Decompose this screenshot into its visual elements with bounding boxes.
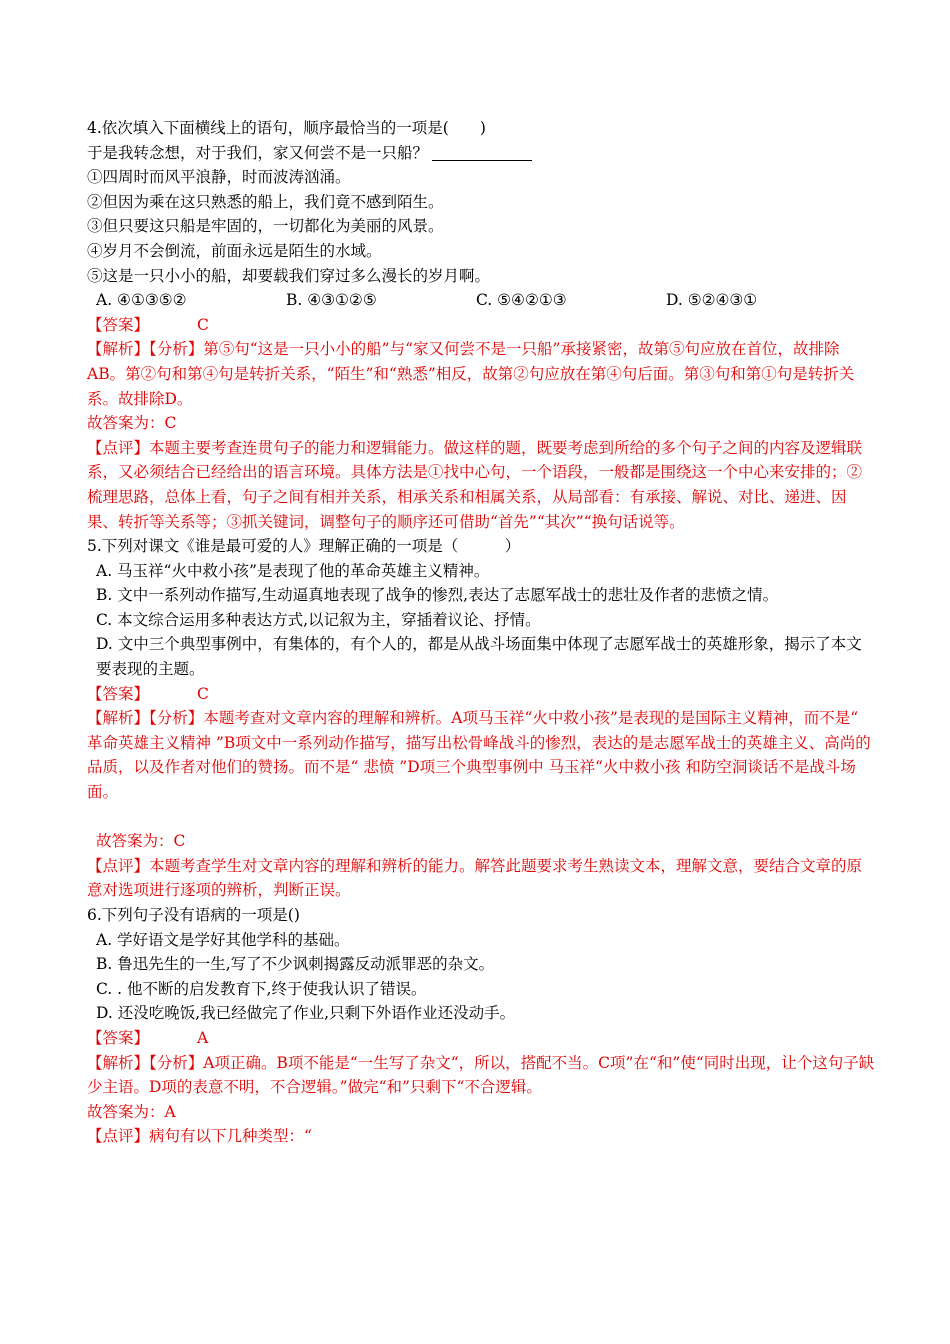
question-5-stem: 5.下列对课文《谁是最可爱的人》理解正确的一项是（ ）: [87, 537, 521, 556]
option-c: C. . 他不断的启发教育下,终于使我认识了错误。: [96, 979, 427, 998]
question-5-answer: [87, 682, 877, 707]
question-6-answer: [87, 1026, 877, 1051]
option-c: C. 本文综合运用多种表达方式,以记叙为主，穿插着议论、抒情。: [96, 610, 541, 629]
question-5-conclusion: 故答案为：C: [96, 832, 186, 851]
document-content: [87, 116, 877, 1149]
option-b: B. 文中一系列动作描写,生动逼真地表现了战争的惨烈,表达了志愿军战士的悲壮及作者的悲愤之情。: [96, 586, 779, 605]
answer-value: C: [197, 315, 209, 334]
question-4-item: ④岁月不会倒流，前面永远是陌生的水域。: [87, 241, 382, 260]
question-5-analysis: 【解析】【分析】本题考查对文章内容的理解和辨析。A项马玉祥“火中救小孩”是表现的是国际主义精神，而不是“ 革命英雄主义精神 ”B项文中一系列动作描写，描写出松骨峰战斗的惨烈，表达的是志愿军战士的英雄主义、高尚的品质，以及作者对他们的赞扬。而不是“ 悲愤 ”D项三个典型事例中 马玉祥“火中救小孩 和防空洞谈话不是战斗场面。: [87, 709, 871, 802]
question-4-item: ⑤这是一只小小的船，却要载我们穿过多么漫长的岁月啊。: [87, 266, 491, 285]
question-4-comment: 【点评】本题主要考查连贯句子的能力和逻辑能力。做这样的题，既要考虑到所给的多个句子之间的内容及逻辑联系，又必须结合已经给出的语言环境。具体方法是①找中心句，一个语段，一般都是围绕这一个中心来安排的；②梳理思路，总体上看，句子之间有相并关系，相承关系和相属关系，从局部看：有承接、解说、对比、递进、因果、转折等关系等；③抓关键词，调整句子的顺序还可借助“首先”“其次”“换句话说等。: [87, 438, 863, 531]
option-b: B. ④③①②⑤: [286, 291, 377, 310]
option-a: A. 马玉祥“火中救小孩”是表现了他的革命英雄主义精神。: [96, 561, 490, 580]
option-a: A. 学好语文是学好其他学科的基础。: [96, 930, 350, 949]
question-4-analysis: 【解析】【分析】第⑤句“这是一只小小的船”与“家又何尝不是一只船”承接紧密，故第⑤句应放在首位，故排除AB。第②句和第④句是转折关系，“陌生”和“熟悉”相反，故第②句应放在第④句后面。第③句和第①句是转折关系。故排除D。: [87, 340, 855, 408]
option-d: D. 还没吃晚饭,我已经做完了作业,只剩下外语作业还没动手。: [96, 1004, 516, 1023]
question-4-item: ③但只要这只船是牢固的，一切都化为美丽的风景。: [87, 217, 444, 236]
question-4-answer: [87, 313, 877, 338]
question-4-sentence: [87, 141, 877, 166]
fill-blank-line: [432, 146, 532, 161]
answer-label: 【答案】: [87, 315, 150, 334]
question-4-options: [87, 288, 877, 313]
answer-value: C: [197, 684, 209, 703]
answer-label: 【答案】: [87, 1028, 150, 1047]
option-b: B. 鲁迅先生的一生,写了不少讽刺揭露反动派罪恶的杂文。: [96, 955, 495, 974]
option-a: A. ④①③⑤②: [96, 291, 187, 310]
answer-label: 【答案】: [87, 684, 150, 703]
option-d: D. 文中三个典型事例中，有集体的，有个人的，都是从战斗场面集中体现了志愿军战士的英雄形象，揭示了本文要表现的主题。: [96, 635, 862, 679]
question-4-item: ②但因为乘在这只熟悉的船上，我们竟不感到陌生。: [87, 192, 444, 211]
option-c: C. ⑤④②①③: [476, 291, 567, 310]
question-6-conclusion: 故答案为：A: [87, 1102, 176, 1121]
question-4-sentence-text: 于是我转念想，对于我们，家又何尝不是一只船？: [87, 143, 429, 162]
question-6-comment: 【点评】病句有以下几种类型：“: [87, 1127, 312, 1146]
question-6-analysis: 【解析】【分析】A项正确。B项不能是“一生写了杂文“，所以，搭配不当。C项”在“和”使“同时出现，让个这句子缺少主语。D项的表意不明，不合逻辑。”做完“和”只剩下“不合逻辑。: [87, 1053, 875, 1097]
answer-value: A: [197, 1028, 209, 1047]
question-4-stem: 4.依次填入下面横线上的语句，顺序最恰当的一项是( ): [87, 119, 486, 137]
question-6-stem: 6.下列句子没有语病的一项是(): [87, 906, 300, 924]
option-d: D. ⑤②④③①: [666, 291, 758, 310]
question-4-item: ①四周时而风平浪静，时而波涛汹涌。: [87, 168, 351, 187]
spacer: [87, 805, 877, 830]
question-4-conclusion: 故答案为：C: [87, 414, 177, 433]
question-5-comment: 【点评】本题考查学生对文章内容的理解和辨析的能力。解答此题要求考生熟读文本，理解文意，要结合文章的原意对选项进行逐项的辨析，判断正误。: [87, 856, 863, 900]
